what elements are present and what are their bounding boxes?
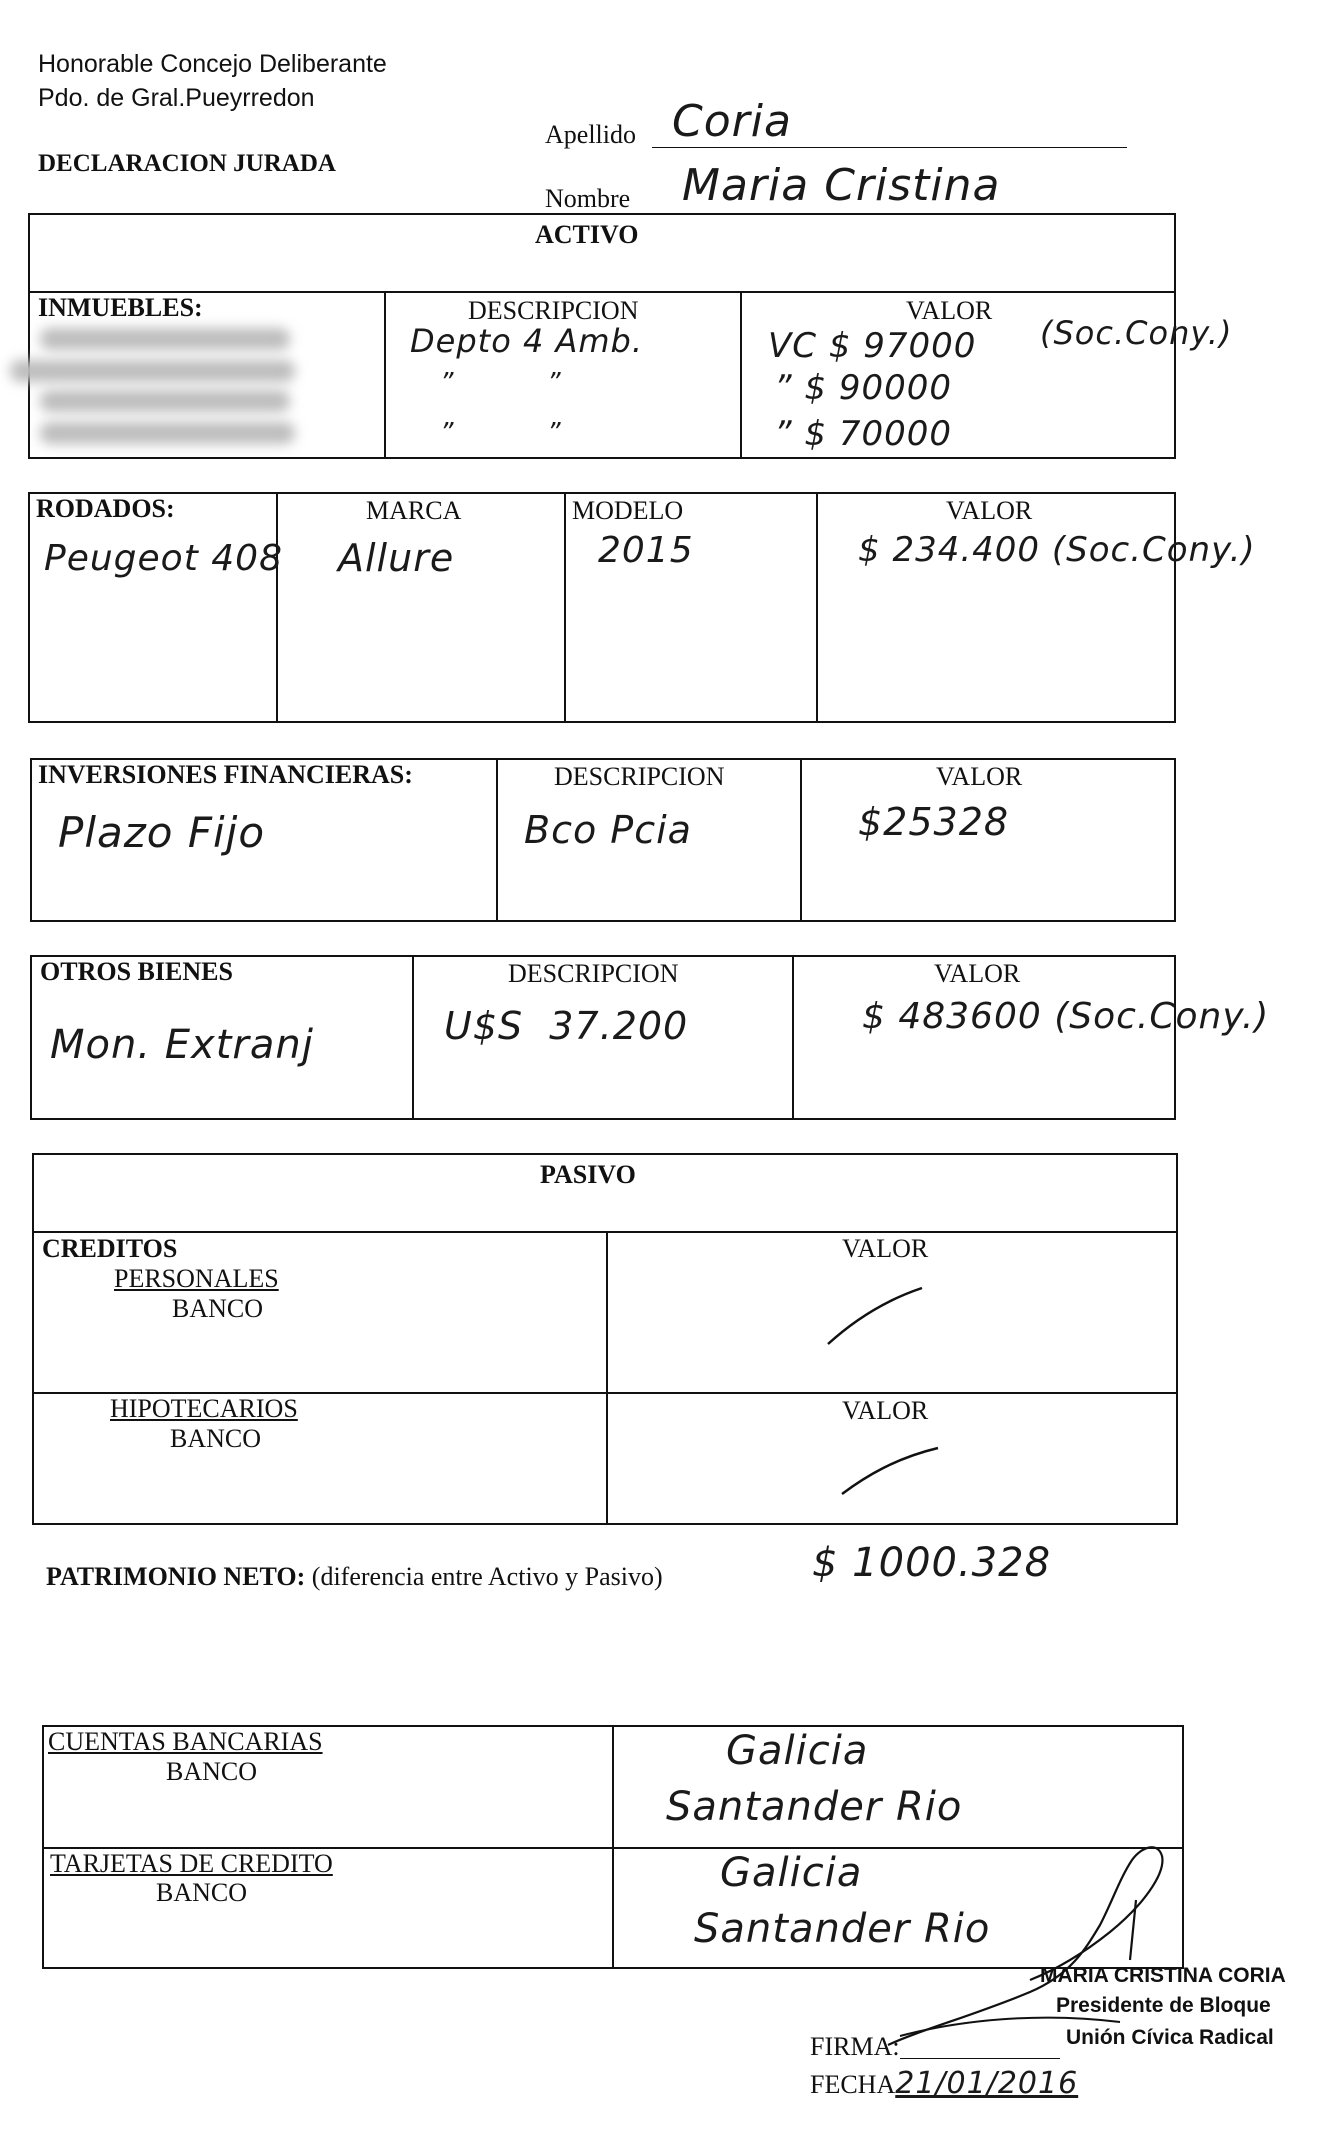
inmuebles-label: INMUEBLES: bbox=[38, 293, 203, 322]
rodados-col-3 bbox=[816, 492, 818, 723]
rodado-marca: Allure bbox=[338, 536, 455, 580]
inmueble-2-desc: ” ” bbox=[440, 368, 562, 398]
pasivo-title: PASIVO bbox=[540, 1160, 636, 1189]
patrimonio-label: PATRIMONIO NETO: bbox=[46, 1562, 306, 1591]
pasivo-table bbox=[32, 1153, 1178, 1525]
cuentas-bank-1: Galicia bbox=[726, 1728, 869, 1774]
inversiones-col-2 bbox=[800, 758, 802, 922]
personales-label: PERSONALES bbox=[114, 1264, 279, 1293]
fecha-row bbox=[810, 2066, 1078, 2101]
cuentas-bank-2: Santander Rio bbox=[666, 1784, 963, 1830]
pasivo-divider-1 bbox=[32, 1231, 1178, 1233]
inmueble-2-valor: ” $ 90000 bbox=[774, 368, 953, 408]
stamp-line-2: Presidente de Bloque bbox=[1056, 1994, 1271, 2017]
patrimonio-row bbox=[46, 1562, 663, 1592]
signature-scribble bbox=[880, 1830, 1210, 2060]
inmuebles-valor-header: VALOR bbox=[906, 296, 993, 325]
inversion-valor: $25328 bbox=[858, 800, 1010, 844]
inmueble-1-valor: VC $ 97000 bbox=[768, 326, 977, 366]
doc-title: DECLARACION JURADA bbox=[38, 150, 336, 177]
org-line-2: Pdo. de Gral.Pueyrredon bbox=[38, 84, 315, 112]
rodados-label: RODADOS: bbox=[36, 494, 175, 523]
otros-col-1 bbox=[412, 955, 414, 1120]
apellido-label: Apellido bbox=[545, 120, 636, 149]
inversion-tipo: Plazo Fijo bbox=[58, 808, 266, 857]
inmueble-1-note: (Soc.Cony.) bbox=[1040, 314, 1233, 352]
rodado-modelo: 2015 bbox=[598, 530, 694, 571]
otros-tipo: Mon. Extranj bbox=[50, 1022, 314, 1068]
inmuebles-col-2 bbox=[740, 291, 742, 459]
otros-valor: $ 483600 (Soc.Cony.) bbox=[862, 996, 1270, 1037]
personales-banco-label: BANCO bbox=[172, 1294, 264, 1323]
otros-bienes-label: OTROS BIENES bbox=[40, 957, 233, 986]
inversiones-label: INVERSIONES FINANCIERAS: bbox=[38, 760, 413, 789]
bancos-col bbox=[612, 1725, 614, 1969]
rodados-modelo-header: MODELO bbox=[572, 496, 684, 525]
rodados-valor-header: VALOR bbox=[946, 496, 1033, 525]
rodados-table bbox=[28, 492, 1176, 723]
rodado-vehicle: Peugeot 408 bbox=[44, 538, 283, 579]
rodado-valor: $ 234.400 (Soc.Cony.) bbox=[858, 530, 1256, 570]
firma-label: FIRMA: bbox=[810, 2032, 900, 2061]
nombre-label: Nombre bbox=[545, 184, 631, 213]
inmueble-1-desc: Depto 4 Amb. bbox=[410, 322, 644, 360]
inmueble-3-desc: ” ” bbox=[440, 418, 562, 448]
tarjetas-label: TARJETAS DE CREDITO bbox=[50, 1849, 333, 1878]
redacted-address-2 bbox=[10, 360, 295, 382]
nombre-value: Maria Cristina bbox=[682, 160, 1001, 211]
activo-title: ACTIVO bbox=[535, 220, 639, 249]
patrimonio-value: $ 1000.328 bbox=[812, 1540, 1052, 1586]
otros-desc-header: DESCRIPCION bbox=[508, 959, 679, 988]
inmuebles-col-1 bbox=[384, 291, 386, 459]
inmuebles-desc-header: DESCRIPCION bbox=[468, 296, 639, 325]
rodados-marca-header: MARCA bbox=[366, 496, 462, 525]
hipotecarios-empty-slash bbox=[836, 1440, 946, 1500]
otros-valor-header: VALOR bbox=[934, 959, 1021, 988]
inversiones-valor-header: VALOR bbox=[936, 762, 1023, 791]
patrimonio-explain: (diferencia entre Activo y Pasivo) bbox=[311, 1562, 663, 1591]
apellido-line bbox=[652, 147, 1127, 148]
hipotecarios-valor-header: VALOR bbox=[842, 1396, 929, 1425]
cuentas-banco-label: BANCO bbox=[166, 1757, 258, 1786]
tarjetas-bank-1: Galicia bbox=[720, 1850, 863, 1896]
redacted-address-1 bbox=[40, 328, 290, 350]
inversiones-desc-header: DESCRIPCION bbox=[554, 762, 725, 791]
rodados-col-2 bbox=[564, 492, 566, 723]
apellido-value: Coria bbox=[672, 96, 792, 147]
otros-col-2 bbox=[792, 955, 794, 1120]
pasivo-col bbox=[606, 1231, 608, 1525]
stamp-line-3: Unión Cívica Radical bbox=[1066, 2026, 1274, 2049]
hipotecarios-banco-label: BANCO bbox=[170, 1424, 262, 1453]
inversion-desc: Bco Pcia bbox=[524, 808, 692, 852]
otros-desc: U$S 37.200 bbox=[444, 1004, 689, 1048]
hipotecarios-label: HIPOTECARIOS bbox=[110, 1394, 298, 1423]
redacted-address-4 bbox=[40, 422, 295, 444]
rodados-col-1 bbox=[276, 492, 278, 723]
cuentas-label: CUENTAS BANCARIAS bbox=[48, 1727, 323, 1756]
redacted-address-3 bbox=[40, 390, 290, 412]
fecha-label: FECHA bbox=[810, 2070, 896, 2099]
stamp-line-1: MARIA CRISTINA CORIA bbox=[1040, 1964, 1286, 1987]
tarjetas-bank-2: Santander Rio bbox=[694, 1906, 991, 1952]
personales-empty-slash bbox=[820, 1280, 930, 1350]
tarjetas-banco-label: BANCO bbox=[156, 1878, 248, 1907]
personales-valor-header: VALOR bbox=[842, 1234, 929, 1263]
firma-line bbox=[900, 2058, 1060, 2059]
fecha-value: 21/01/2016 bbox=[895, 2066, 1079, 2101]
inversiones-col-1 bbox=[496, 758, 498, 922]
creditos-label: CREDITOS bbox=[42, 1234, 178, 1263]
org-line-1: Honorable Concejo Deliberante bbox=[38, 50, 387, 78]
inmueble-3-valor: ” $ 70000 bbox=[774, 414, 953, 454]
